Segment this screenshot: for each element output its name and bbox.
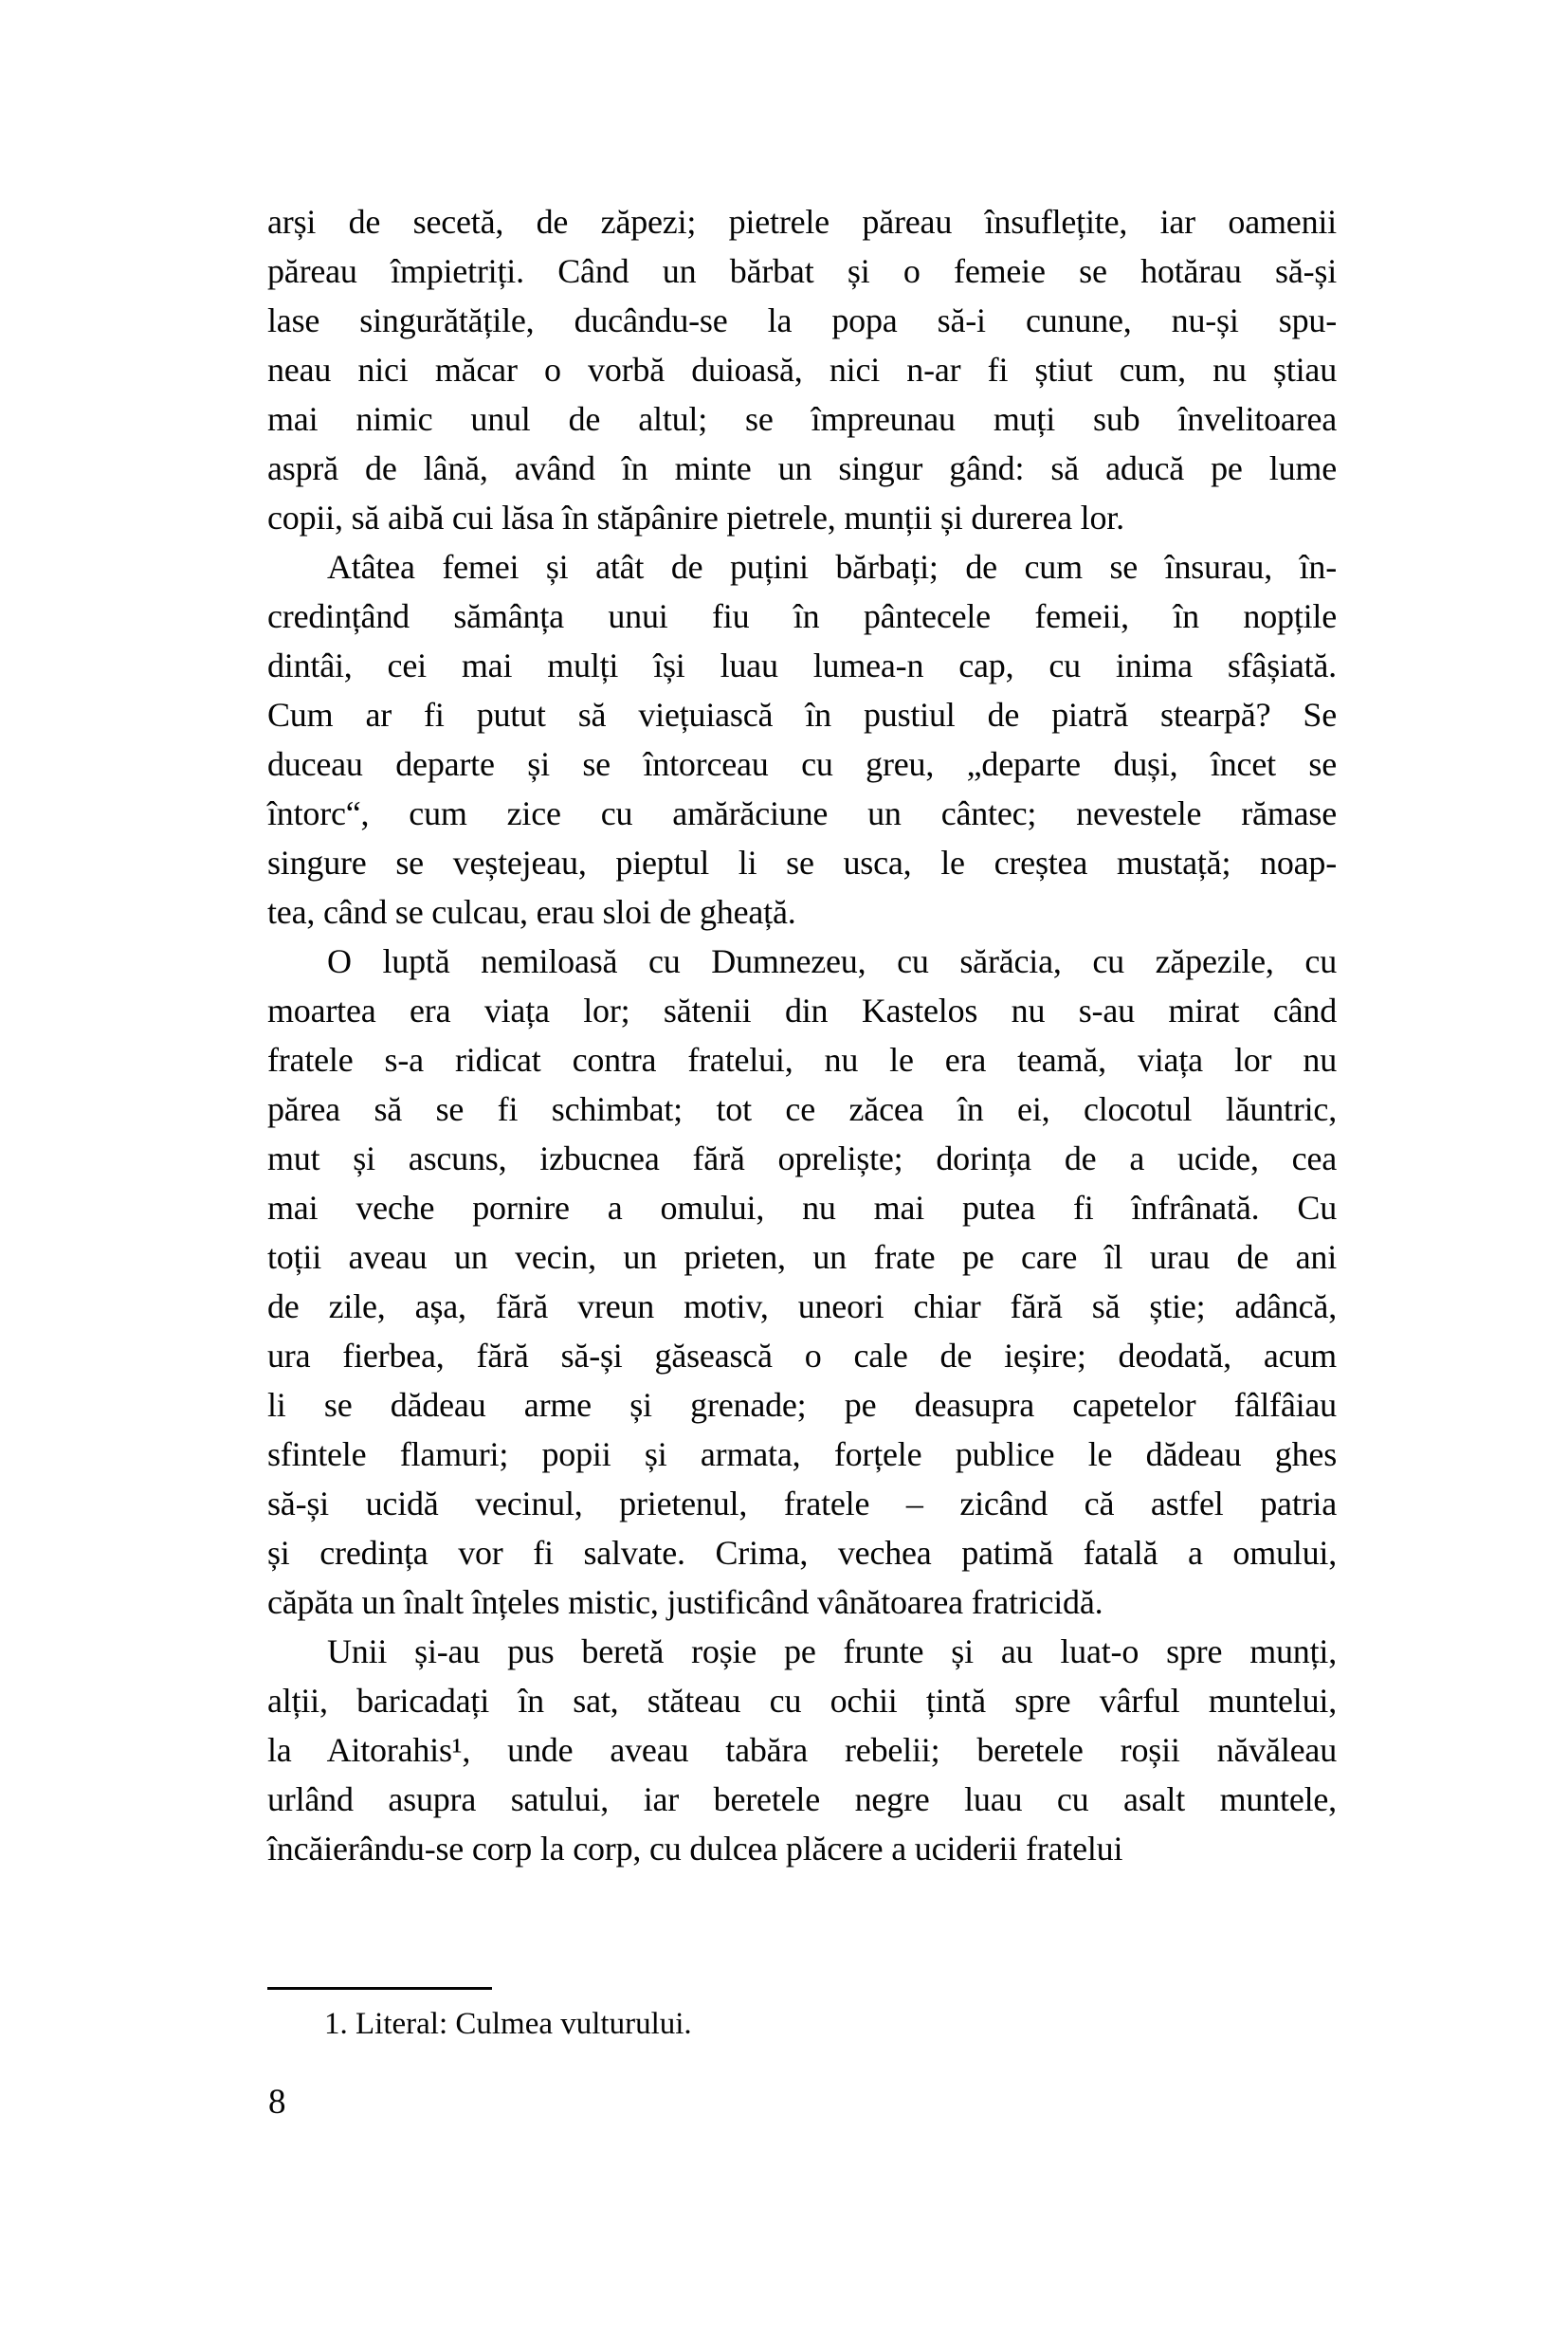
text-line: mai veche pornire a omului, nu mai putea fi înfrânată. Cu (267, 1189, 1337, 1227)
text-line: mai nimic unul de altul; se împreunau muți sub învelitoarea (267, 400, 1337, 438)
text-line: lase singurătățile, ducându-se la popa să-i cunune, nu-și spu- (267, 301, 1337, 339)
text-line: păreau împietriți. Când un bărbat și o femeie se hotărau să-și (267, 252, 1337, 290)
footnote-text: 1. Literal: Culmea vulturului. (324, 2007, 692, 2041)
text-line: toții aveau un vecin, un prieten, un frate pe care îl urau de ani (267, 1238, 1337, 1276)
text-line: să-și ucidă vecinul, prietenul, fratele – zicând că astfel patria (267, 1485, 1337, 1522)
text-line: O luptă nemiloasă cu Dumnezeu, cu sărăcia, cu zăpezile, cu (327, 942, 1337, 980)
text-line: fratele s-a ridicat contra fratelui, nu le era teamă, viața lor nu (267, 1041, 1337, 1079)
footnote-separator (267, 1987, 492, 1990)
text-line: dintâi, cei mai mulți își luau lumea-n cap, cu inima sfâșiată. (267, 647, 1337, 684)
text-line: și credința vor fi salvate. Crima, vechea patimă fatală a omului, (267, 1534, 1337, 1572)
text-line: căpăta un înalt înțeles mistic, justificând vânătoarea fratricidă. (267, 1583, 1103, 1621)
text-line: neau nici măcar o vorbă duioasă, nici n-ar fi știut cum, nu știau (267, 351, 1337, 389)
text-line: moartea era viața lor; sătenii din Kastelos nu s-au mirat când (267, 992, 1337, 1030)
text-line: Unii și-au pus beretă roșie pe frunte și au luat-o spre munți, (327, 1632, 1337, 1670)
text-line: copii, să aibă cui lăsa în stăpânire pietrele, munții și durerea lor. (267, 499, 1124, 537)
text-line: întorc“, cum zice cu amărăciune un cântec; nevestele rămase (267, 794, 1337, 832)
text-line: mut și ascuns, izbucnea fără opreliște; dorința de a ucide, cea (267, 1139, 1337, 1177)
text-line: singure se veștejeau, pieptul li se usca, le creștea mustață; noap- (267, 844, 1337, 882)
text-body (267, 197, 1337, 1873)
text-line: de zile, așa, fără vreun motiv, uneori chiar fără să știe; adâncă, (267, 1287, 1337, 1325)
footnote-block (267, 1987, 1337, 2045)
text-line: arși de secetă, de zăpezi; pietrele păreau însuflețite, iar oamenii (267, 203, 1337, 241)
text-line: credințând sămânța unui fiu în pântecele femeii, în nopțile (267, 597, 1337, 635)
text-line: Atâtea femei și atât de puțini bărbați; de cum se însurau, în- (327, 548, 1337, 586)
text-line: sfintele flamuri; popii și armata, forțele publice le dădeau ghes (267, 1435, 1337, 1473)
text-line: alții, baricadați în sat, stăteau cu ochii țintă spre vârful muntelui, (267, 1682, 1337, 1720)
text-line: aspră de lână, având în minte un singur gând: să aducă pe lume (267, 449, 1337, 487)
text-line: părea să se fi schimbat; tot ce zăcea în ei, clocotul lăuntric, (267, 1090, 1337, 1128)
page-number: 8 (268, 2083, 286, 2122)
text-line: li se dădeau arme și grenade; pe deasupra capetelor fâlfâiau (267, 1386, 1337, 1424)
text-line: urlând asupra satului, iar beretele negre luau cu asalt muntele, (267, 1780, 1337, 1818)
text-line: tea, când se culcau, erau sloi de gheață. (267, 893, 796, 931)
text-line: ura fierbea, fără să-și găsească o cale de ieșire; deodată, acum (267, 1337, 1337, 1375)
text-line: încăierându-se corp la corp, cu dulcea plăcere a uciderii fratelui (267, 1830, 1123, 1868)
text-line: duceau departe și se întorceau cu greu, „departe duși, încet se (267, 745, 1337, 783)
text-line: Cum ar fi putut să viețuiască în pustiul de piatră stearpă? Se (267, 696, 1337, 734)
text-line: la Aitorahis¹, unde aveau tabăra rebelii; beretele roșii năvăleau (267, 1731, 1337, 1769)
